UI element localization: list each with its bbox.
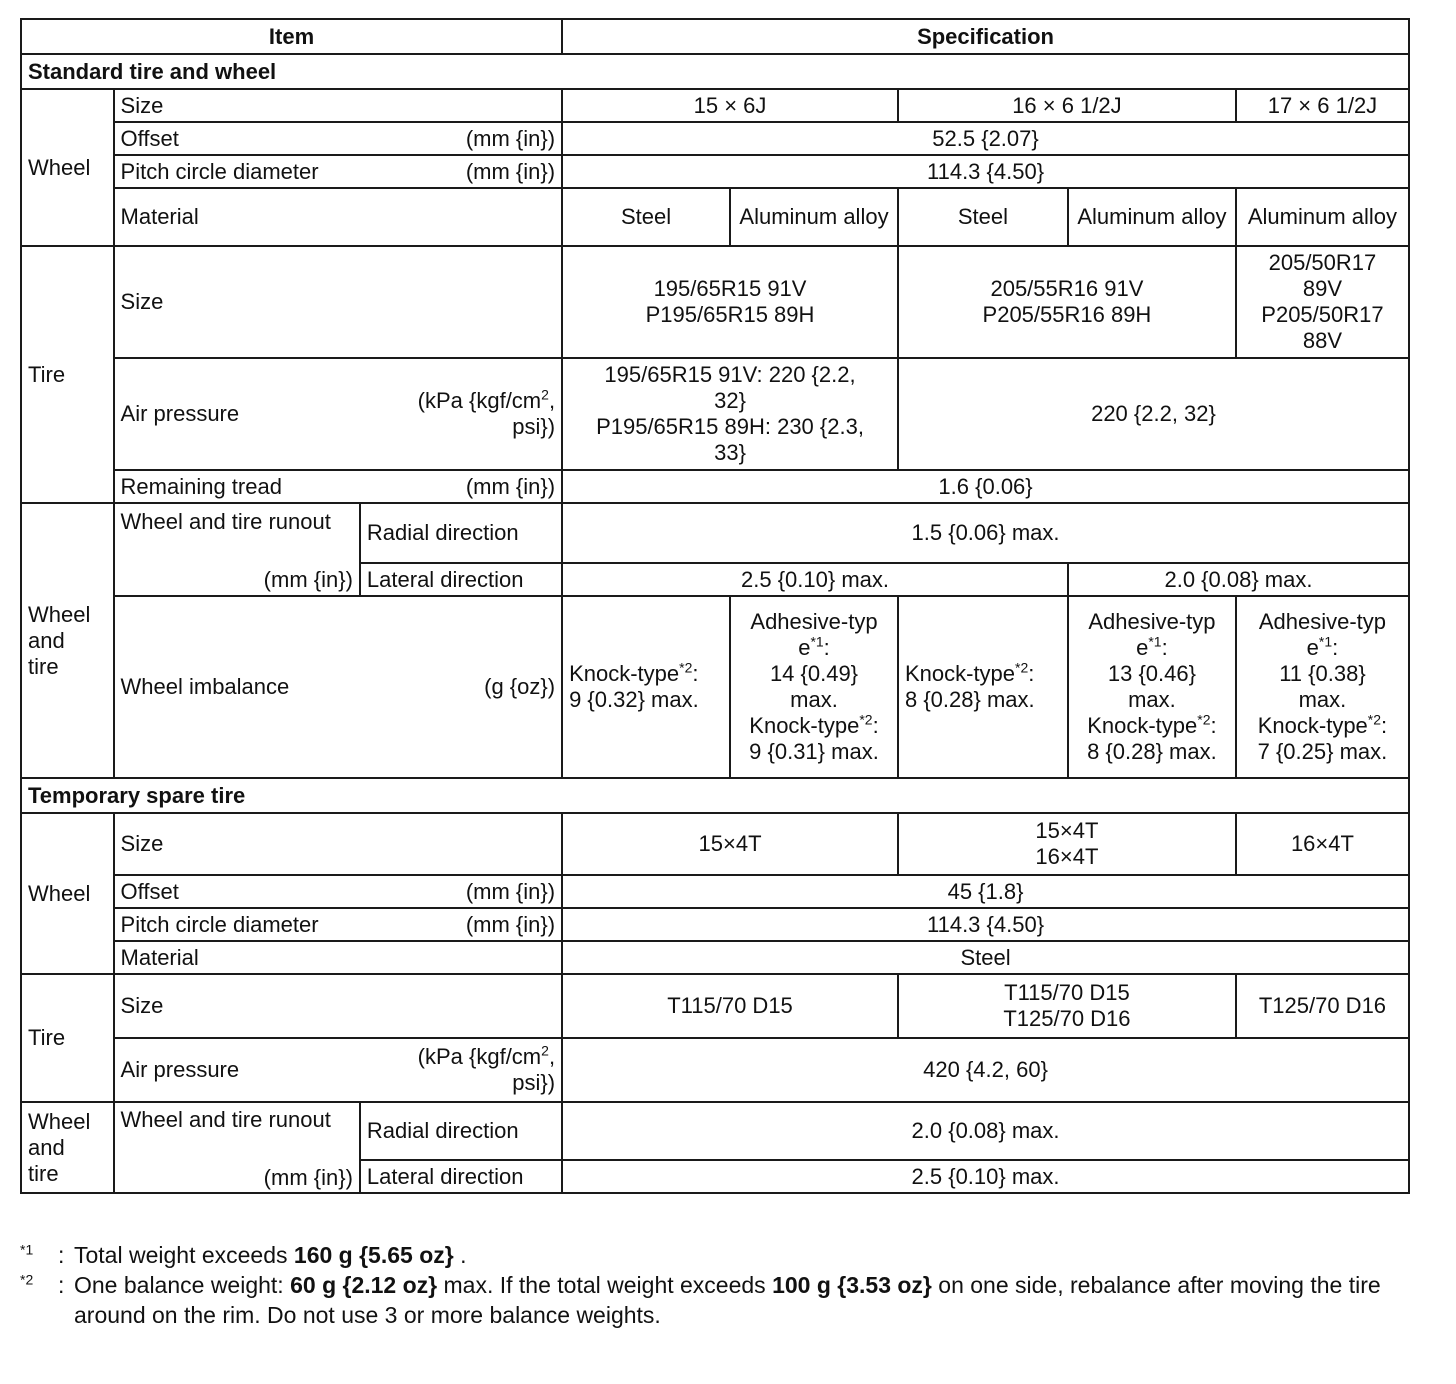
size-line: T115/70 D15 — [1004, 980, 1130, 1005]
value-remaining-tread: 1.6 {0.06} — [562, 470, 1409, 503]
value-air-pressure — [562, 358, 898, 470]
size-line: 89V — [1302, 276, 1343, 301]
param-label: Pitch circle diameter — [120, 158, 319, 184]
knock-label: Knock-type — [749, 713, 860, 738]
adhesive-label: e — [1136, 635, 1149, 660]
size-line: T125/70 D16 — [1003, 1006, 1131, 1031]
param-unit: (mm {in}) — [263, 566, 353, 592]
value-imbalance — [1068, 596, 1236, 778]
group-line: and — [28, 1134, 65, 1160]
value-material: Aluminum alloy — [1236, 188, 1409, 246]
pressure-line: 32} — [714, 388, 746, 413]
knock-label: Knock-type — [1087, 713, 1198, 738]
footnote-ref: *2 — [859, 711, 873, 728]
param-label: Offset — [120, 878, 179, 904]
note-bold: 160 g {5.65 oz} — [293, 1242, 454, 1268]
value-spare-tire-size: T115/70 D15 — [562, 974, 898, 1038]
value-material: Aluminum alloy — [730, 188, 898, 246]
label-pcd — [114, 155, 563, 188]
value-imbalance — [1236, 596, 1409, 778]
value-tire-size — [1236, 246, 1409, 358]
pressure-line: P195/65R15 89H: 230 {2.3, — [596, 414, 864, 439]
imbalance-line: max. — [790, 687, 838, 712]
size-line: 88V — [1302, 328, 1343, 353]
adhesive-label: e — [798, 635, 811, 660]
value-spare-tire-size: T125/70 D16 — [1236, 974, 1409, 1038]
footnote-ref: *2 — [1197, 711, 1211, 728]
section-standard: Standard tire and wheel — [21, 54, 1409, 89]
imbalance-line: $e^{*1}$: — [1136, 633, 1168, 660]
label-air-pressure — [114, 1038, 563, 1102]
label-radial: Radial direction — [360, 503, 562, 563]
value-imbalance — [898, 596, 1068, 778]
label-radial: Radial direction — [360, 1102, 562, 1160]
value-radial: 2.0 {0.08} max. — [562, 1102, 1409, 1160]
value-spare-wheel-size: 15×4T — [562, 813, 898, 875]
value-radial: 1.5 {0.06} max. — [562, 503, 1409, 563]
group-line: Wheel — [28, 1108, 91, 1134]
value-air-pressure: 220 {2.2, 32} — [898, 358, 1409, 470]
footnote-ref: *1 — [1148, 633, 1162, 650]
imbalance-line: Knock-type$^{*2}$: — [749, 711, 879, 738]
note-bold: 60 g {2.12 oz} — [290, 1272, 438, 1298]
size-line: 205/50R17 — [1268, 250, 1377, 275]
label-lateral: Lateral direction — [360, 1160, 562, 1193]
label-size: Size — [114, 813, 563, 875]
unit-part: (kPa {kgf/cm — [417, 1044, 542, 1069]
value-offset: 45 {1.8} — [562, 875, 1409, 908]
unit-sup: 2 — [541, 386, 549, 403]
imbalance-line: 13 {0.46} — [1107, 661, 1196, 686]
size-line: P195/65R15 89H — [645, 302, 815, 327]
adhesive-label: Adhesive-typ — [1258, 609, 1387, 634]
value-spare-wheel-size — [898, 813, 1236, 875]
label-lateral: Lateral direction — [360, 563, 562, 596]
size-line: 195/65R15 91V — [653, 276, 807, 301]
unit-sup: 2 — [541, 1042, 549, 1059]
param-unit — [418, 1044, 555, 1096]
value-imbalance — [730, 596, 898, 778]
group-tire: Tire — [21, 974, 114, 1102]
footnote — [20, 1270, 1420, 1330]
imbalance-line: 9 {0.32} max. — [569, 687, 699, 712]
value-offset: 52.5 {2.07} — [562, 122, 1409, 155]
value-lateral: 2.0 {0.08} max. — [1068, 563, 1409, 596]
footnote — [20, 1240, 1420, 1270]
param-unit — [418, 388, 555, 440]
footnote-mark — [20, 1270, 58, 1300]
unit-part: , — [548, 388, 556, 413]
param-unit: (mm {in}) — [263, 1164, 353, 1190]
note-text: Total weight exceeds — [74, 1242, 294, 1268]
label-size: Size — [114, 974, 563, 1038]
label-runout — [114, 1102, 360, 1193]
footnotes — [20, 1240, 1420, 1330]
group-wheel-and-tire — [21, 503, 114, 778]
imbalance-line: 8 {0.28} max. — [904, 687, 1035, 712]
note-text: One balance weight: — [74, 1272, 291, 1298]
label-runout — [114, 503, 360, 596]
footnote-ref: *1 — [810, 633, 824, 650]
label-offset — [114, 875, 563, 908]
imbalance-line: 7 {0.25} max. — [1257, 739, 1388, 764]
adhesive-label: Adhesive-typ — [750, 609, 878, 634]
pressure-line: 195/65R15 91V: 220 {2.2, — [604, 362, 856, 387]
value-lateral: 2.5 {0.10} max. — [562, 563, 1068, 596]
value-material: Aluminum alloy — [1068, 188, 1236, 246]
note-text: on one side, rebalance after moving the tire around on the rim. Do not use 3 or more balance weights. — [74, 1272, 1381, 1328]
imbalance-line: Knock-type$^{*2}$: — [1257, 711, 1388, 738]
param-unit: (mm {in}) — [465, 878, 556, 904]
value-wheel-size: 15 × 6J — [562, 89, 898, 122]
value-wheel-size: 17 × 6 1/2J — [1236, 89, 1409, 122]
knock-label: Knock-type — [904, 661, 1016, 686]
param-unit: (mm {in}) — [465, 911, 556, 937]
footnote-mark-text: *2 — [20, 1271, 34, 1288]
label-pcd — [114, 908, 563, 941]
unit-part: psi}) — [512, 414, 556, 439]
unit-part: psi}) — [512, 1070, 556, 1095]
group-line: and — [28, 627, 65, 653]
group-wheel-and-tire — [21, 1102, 114, 1193]
group-line: Wheel — [28, 601, 91, 627]
param-label: Wheel and tire runout — [120, 1106, 331, 1132]
footnote-ref: *1 — [1318, 633, 1333, 650]
label-offset — [114, 122, 563, 155]
value-wheel-size: 16 × 6 1/2J — [898, 89, 1236, 122]
imbalance-line: 8 {0.28} max. — [1087, 739, 1217, 764]
value-material: Steel — [562, 188, 730, 246]
size-line: 205/55R16 91V — [990, 276, 1144, 301]
group-wheel: Wheel — [21, 813, 114, 974]
value-air-pressure: 420 {4.2, 60} — [562, 1038, 1409, 1102]
label-wheel-imbalance — [114, 596, 563, 778]
imbalance-line: 11 {0.38} — [1279, 661, 1366, 686]
value-tire-size — [898, 246, 1236, 358]
param-label: Wheel and tire runout — [120, 508, 331, 534]
footnote-ref: *2 — [1367, 711, 1382, 728]
label-air-pressure — [114, 358, 563, 470]
value-material: Steel — [562, 941, 1409, 974]
size-line: P205/50R17 — [1261, 302, 1384, 327]
header-specification: Specification — [562, 19, 1409, 54]
footnote-mark-text: *1 — [20, 1241, 34, 1258]
value-material: Steel — [898, 188, 1068, 246]
value-tire-size — [562, 246, 898, 358]
note-bold: 100 g {3.53 oz} — [772, 1272, 932, 1298]
unit-part: , — [548, 1044, 556, 1069]
spec-table — [20, 18, 1410, 1194]
knock-label: Knock-type — [1257, 713, 1368, 738]
label-material: Material — [114, 188, 563, 246]
adhesive-label: Adhesive-typ — [1088, 609, 1216, 634]
imbalance-line: Knock-type$^{*2}$: — [904, 659, 1035, 686]
note-text: . — [453, 1242, 467, 1268]
value-pcd: 114.3 {4.50} — [562, 155, 1409, 188]
param-label: Pitch circle diameter — [120, 911, 319, 937]
imbalance-line: max. — [1128, 687, 1176, 712]
group-tire: Tire — [21, 246, 114, 503]
param-label: Air pressure — [120, 401, 240, 426]
adhesive-label: e — [1306, 635, 1319, 660]
param-unit: (mm {in}) — [465, 158, 556, 184]
group-line: tire — [28, 1160, 59, 1186]
pressure-line: 33} — [714, 440, 746, 465]
value-lateral: 2.5 {0.10} max. — [562, 1160, 1409, 1193]
imbalance-line: Knock-type$^{*2}$: — [569, 659, 699, 686]
imbalance-line: $e^{*1}$: — [798, 633, 830, 660]
footnote-ref: *2 — [1015, 659, 1029, 676]
footnote-colon: : — [58, 1272, 65, 1298]
param-label: Remaining tread — [120, 473, 282, 499]
size-line: P205/55R16 89H — [982, 302, 1152, 327]
value-spare-wheel-size: 16×4T — [1236, 813, 1409, 875]
footnote-text — [74, 1240, 1420, 1270]
footnote-ref: *2 — [679, 659, 693, 676]
note-text: max. If the total weight exceeds — [437, 1272, 773, 1298]
footnote-mark — [20, 1240, 58, 1270]
param-label: Air pressure — [120, 1057, 240, 1082]
value-spare-tire-size — [898, 974, 1236, 1038]
imbalance-line: Knock-type$^{*2}$: — [1087, 711, 1217, 738]
label-remaining-tread — [114, 470, 563, 503]
knock-label: Knock-type — [569, 661, 680, 686]
label-material: Material — [114, 941, 563, 974]
imbalance-line: 14 {0.49} — [769, 661, 859, 686]
imbalance-line: $e^{*1}$: — [1306, 633, 1339, 660]
header-item: Item — [21, 19, 562, 54]
param-unit: (mm {in}) — [465, 473, 556, 499]
footnote-colon: : — [58, 1242, 65, 1268]
param-unit: (g {oz}) — [484, 674, 556, 699]
size-line: 16×4T — [1035, 844, 1099, 869]
imbalance-line: 9 {0.31} max. — [749, 739, 879, 764]
section-spare: Temporary spare tire — [21, 778, 1409, 813]
group-wheel: Wheel — [21, 89, 114, 246]
imbalance-line: max. — [1298, 687, 1347, 712]
size-line: 15×4T — [1035, 818, 1099, 843]
param-label: Offset — [120, 125, 179, 151]
label-size: Size — [114, 89, 563, 122]
label-size: Size — [114, 246, 563, 358]
value-pcd: 114.3 {4.50} — [562, 908, 1409, 941]
value-imbalance — [562, 596, 730, 778]
param-label: Wheel imbalance — [120, 674, 290, 699]
group-line: tire — [28, 653, 59, 679]
unit-part: (kPa {kgf/cm — [417, 388, 542, 413]
footnote-text — [74, 1270, 1420, 1330]
param-unit: (mm {in}) — [465, 125, 556, 151]
